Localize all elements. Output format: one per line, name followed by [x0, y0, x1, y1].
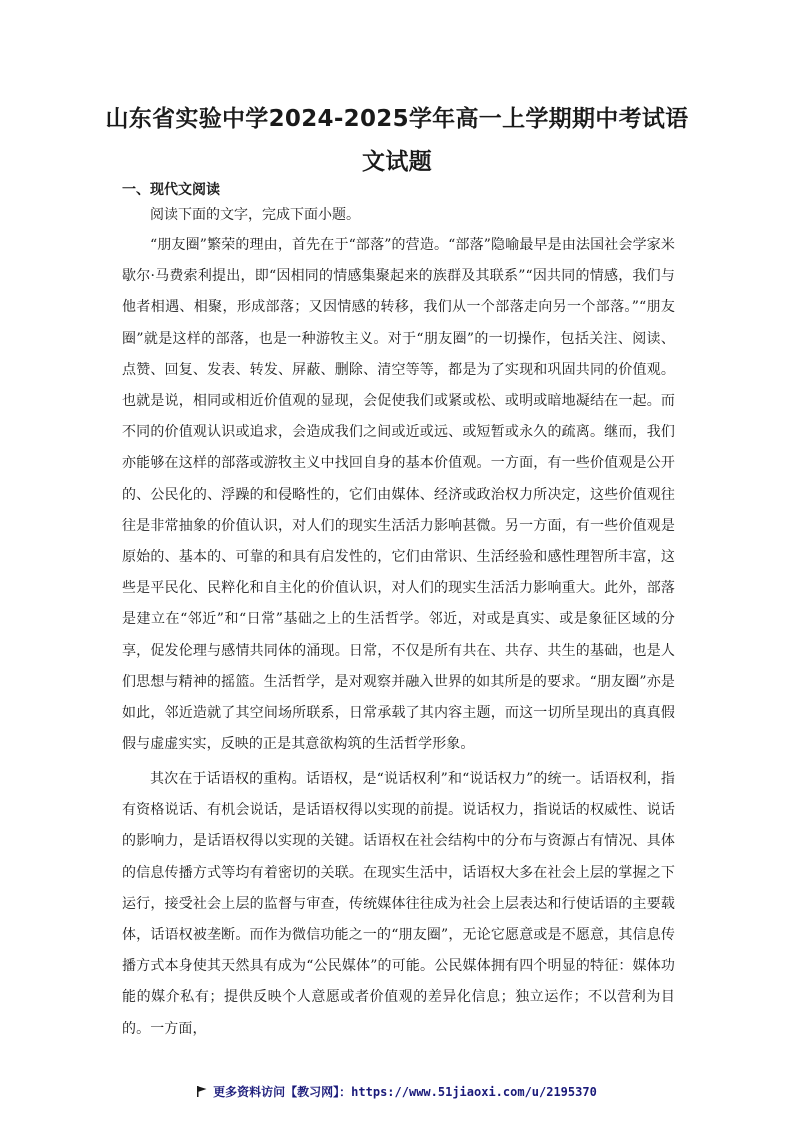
body-paragraph: “朋友圈”繁荣的理由，首先在于“部落”的营造。“部落”隐喻最早是由法国社会学家米歇尔·马费索利提出，即“因相同的情感集聚起来的族群及其联系”“因共同的情感，我们与他者相遇、相聚，形成部落；又因情感的转移，我们从一个部落走向另一个部落。”“朋友圈”就是这样的部落，也是一种游牧主义。对于“朋友圈”的一切操作，包括关注、阅读、点赞、回复、发表、转发、屏蔽、删除、清空等等，都是为了实现和巩固共同的价值观。也就是说，相同或相近价值观的显现，会促使我们或紧或松、或明或暗地凝结在一起。而不同的价值观认识或追求，会造成我们之间或近或远、或短暂或永久的疏离。继而，我们亦能够在这样的部落或游牧主义中找回自身的基本价值观。一方面，有一些价值观是公开的、公民化的、浮躁的和侵略性的，它们由媒体、经济或政治权力所决定，这些价值观往往是非常抽象的价值认识，对人们的现实生活活力影响甚微。另一方面，有一些价值观是原始的、基本的、可靠的和具有启发性的，它们由常识、生活经验和感性理智所丰富，这些是平民化、民粹化和自主化的价值认识，对人们的现实生活活力影响重大。此外，部落是建立在“邻近”和“日常”基础之上的生活哲学。邻近，对或是真实、或是象征区域的分享，促发伦理与感情共同体的涌现。日常，不仅是所有共在、共存、共生的基础，也是人们思想与精神的摇篮。生活哲学，是对观察并融入世界的如其所是的要求。“朋友圈”亦是如此，邻近造就了其空间场所联系，日常承载了其内容主题，而这一切所呈现出的真真假假与虚虚实实，反映的正是其意欲构筑的生活哲学形象。: [122, 237, 675, 753]
reading-instruction: 阅读下面的文字，完成下面小题。: [150, 207, 360, 223]
footer-link[interactable]: [0, 1083, 794, 1100]
body-paragraph: 其次在于话语权的重构。话语权，是“说话权利”和“说话权力”的统一。话语权利，指有资格说话、有机会说话，是话语权得以实现的前提。说话权力，指说话的权威性、说话的影响力，是话语权得以实现的关键。话语权在社会结构中的分布与资源占有情况、具体的信息传播方式等均有着密切的关联。在现实生活中，话语权大多在社会上层的掌握之下运行，接受社会上层的监督与审查，传统媒体往往成为社会上层表达和行使话语的主要载体，话语权被垄断。而作为微信功能之一的“朋友圈”，无论它愿意或是不愿意，其信息传播方式本身使其天然具有成为“公民媒体”的可能。公民媒体拥有四个明显的特征：媒体功能的媒介私有；提供反映个人意愿或者价值观的差异化信息；独立运作；不以营利为目的。一方面，: [122, 771, 675, 1037]
section-heading: 一、现代文阅读: [122, 182, 220, 198]
flag-icon: [197, 1086, 207, 1097]
footer-text: 更多资料访问【教习网】：https://www.51jiaoxi.com/u/2195370: [213, 1085, 597, 1099]
document-title: 山东省实验中学2024-2025学年高一上学期期中考试语文试题: [105, 106, 689, 175]
